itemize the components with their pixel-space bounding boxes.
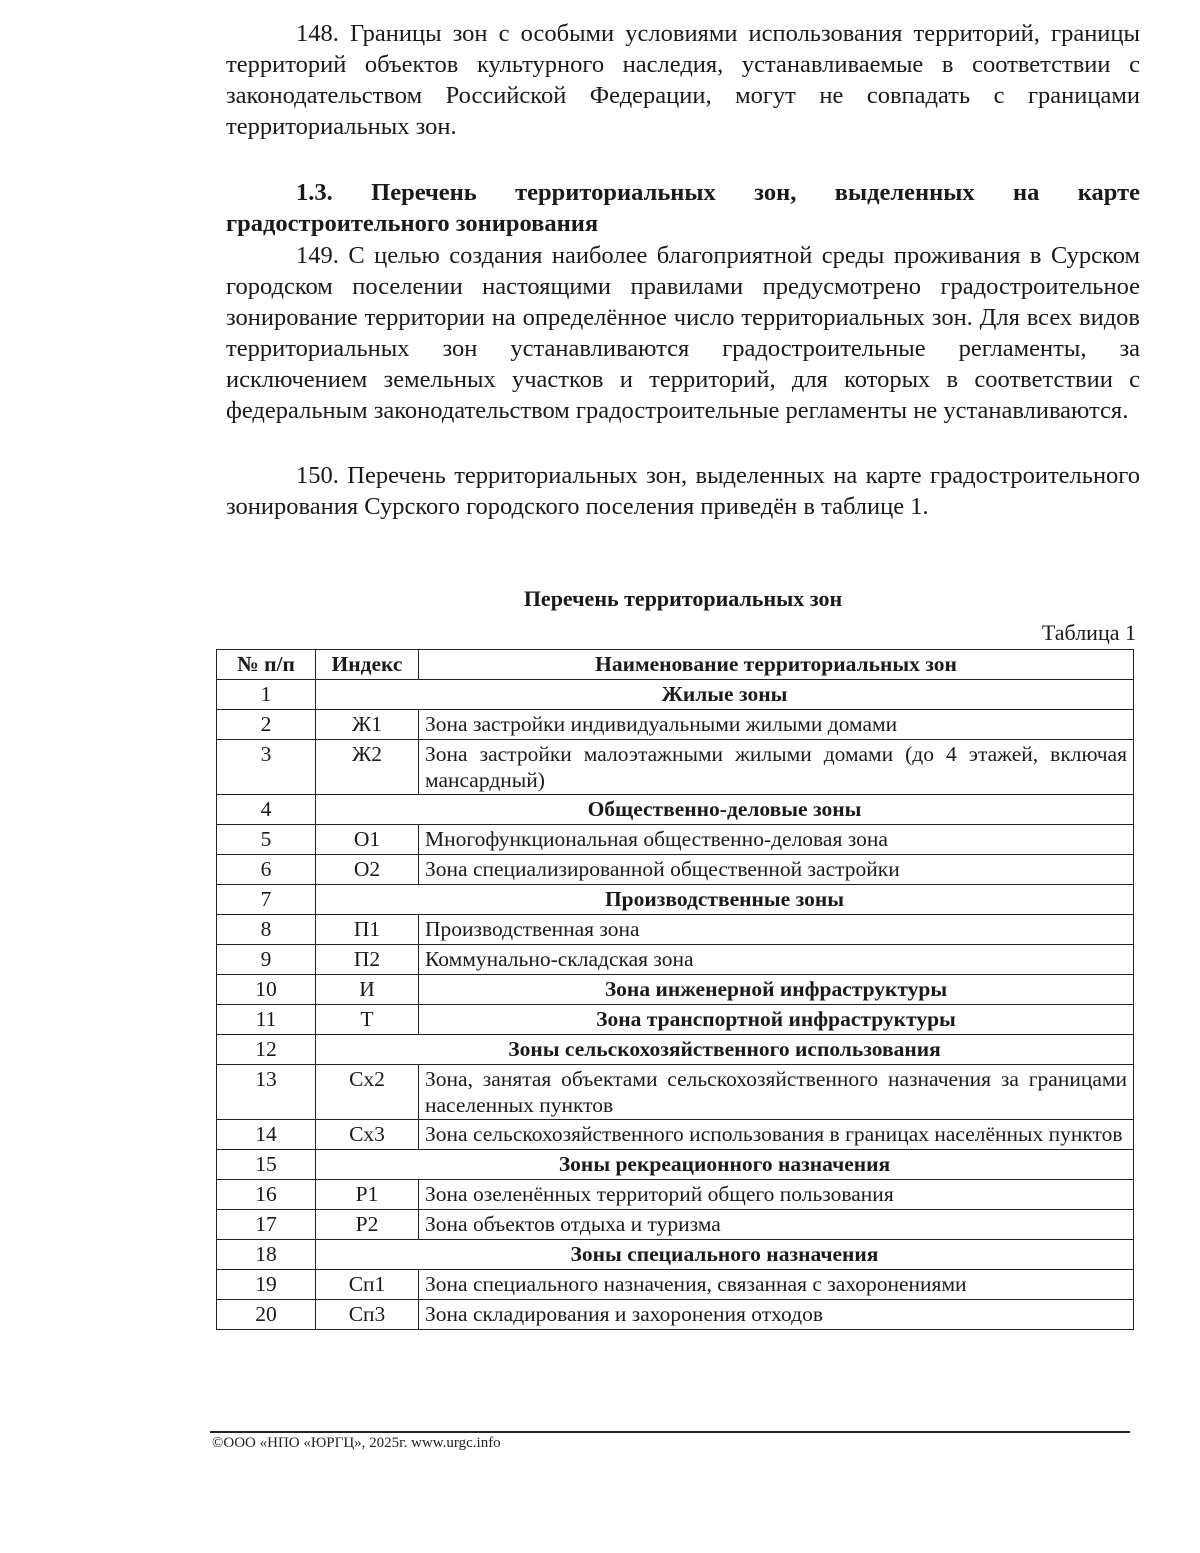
cell-num: 12	[217, 1035, 316, 1065]
table-header-row	[217, 650, 1134, 680]
table-row	[217, 1210, 1134, 1240]
table-row	[217, 825, 1134, 855]
cell-name: Зона, занятая объектами сельскохозяйственного назначения за границами населенных пунктов	[419, 1065, 1134, 1120]
table-row	[217, 1270, 1134, 1300]
table-row	[217, 945, 1134, 975]
cell-name: Зона застройки малоэтажными жилыми домами (до 4 этажей, включая мансардный)	[419, 740, 1134, 795]
cell-name: Зона специального назначения, связанная с захоронениями	[419, 1270, 1134, 1300]
cell-group-name: Зоны сельскохозяйственного использования	[316, 1035, 1134, 1065]
cell-index: Р1	[316, 1180, 419, 1210]
cell-group-name: Общественно-деловые зоны	[316, 795, 1134, 825]
cell-num: 16	[217, 1180, 316, 1210]
cell-name: Зона транспортной инфраструктуры	[419, 1005, 1134, 1035]
cell-index: И	[316, 975, 419, 1005]
header-index: Индекс	[316, 650, 419, 680]
table-row	[217, 1300, 1134, 1330]
cell-index: О2	[316, 855, 419, 885]
cell-group-name: Зоны рекреационного назначения	[316, 1150, 1134, 1180]
table-row	[217, 740, 1134, 795]
cell-index: Сх3	[316, 1120, 419, 1150]
cell-group-name: Зоны специального назначения	[316, 1240, 1134, 1270]
cell-name: Зона сельскохозяйственного использования в границах населённых пунктов	[419, 1120, 1134, 1150]
table-row-group	[217, 885, 1134, 915]
cell-group-name: Производственные зоны	[316, 885, 1134, 915]
table-row-group	[217, 1240, 1134, 1270]
header-num: № п/п	[217, 650, 316, 680]
cell-index: Т	[316, 1005, 419, 1035]
cell-index: Сп1	[316, 1270, 419, 1300]
cell-num: 7	[217, 885, 316, 915]
cell-index: П2	[316, 945, 419, 975]
cell-num: 2	[217, 710, 316, 740]
table-number-label: Таблица 1	[1041, 620, 1136, 645]
footer-divider	[210, 1431, 1130, 1433]
cell-num: 14	[217, 1120, 316, 1150]
table-row	[217, 855, 1134, 885]
paragraph-149: 149. С целью создания наиболее благоприятной среды проживания в Сурском городском поселении настоящими правилами предусмотрено градостроительное зонирование территории на определённое число территориальных зон. Для всех видов территориальных зон устанавливаются градостроительные регламенты, за исключением земельных участков и территорий, для которых в соответствии с федеральным законодательством градостроительные регламенты не устанавливаются.	[226, 242, 1140, 424]
cell-index: Сп3	[316, 1300, 419, 1330]
cell-group-name: Жилые зоны	[316, 680, 1134, 710]
cell-index: О1	[316, 825, 419, 855]
cell-name: Коммунально-складская зона	[419, 945, 1134, 975]
paragraph-150: 150. Перечень территориальных зон, выделенных на карте градостроительного зонирования Сурского городского поселения приведён в таблице 1.	[226, 462, 1140, 520]
cell-index: П1	[316, 915, 419, 945]
cell-num: 20	[217, 1300, 316, 1330]
table-row-group	[217, 1035, 1134, 1065]
cell-num: 19	[217, 1270, 316, 1300]
table-row	[217, 710, 1134, 740]
cell-name: Зона складирования и захоронения отходов	[419, 1300, 1134, 1330]
cell-num: 4	[217, 795, 316, 825]
cell-index: Ж1	[316, 710, 419, 740]
cell-num: 3	[217, 740, 316, 795]
cell-num: 5	[217, 825, 316, 855]
cell-name: Производственная зона	[419, 915, 1134, 945]
cell-name: Зона озеленённых территорий общего пользования	[419, 1180, 1134, 1210]
cell-num: 10	[217, 975, 316, 1005]
paragraph-148: 148. Границы зон с особыми условиями использования территорий, границы территорий объектов культурного наследия, устанавливаемые в соответствии с законодательством Российской Федерации, могут не совпадать с границами территориальных зон.	[226, 20, 1140, 140]
cell-num: 13	[217, 1065, 316, 1120]
cell-name: Зона специализированной общественной застройки	[419, 855, 1134, 885]
cell-index: Сх2	[316, 1065, 419, 1120]
table-row	[217, 915, 1134, 945]
cell-name: Многофункциональная общественно-деловая зона	[419, 825, 1134, 855]
table-row	[217, 1180, 1134, 1210]
table-row-group	[217, 1150, 1134, 1180]
cell-num: 18	[217, 1240, 316, 1270]
cell-num: 11	[217, 1005, 316, 1035]
cell-num: 1	[217, 680, 316, 710]
table-title: Перечень территориальных зон	[523, 586, 843, 611]
table-row	[217, 975, 1134, 1005]
cell-index: Р2	[316, 1210, 419, 1240]
section-heading: 1.3. Перечень территориальных зон, выделенных на карте градостроительного зонирования	[226, 179, 1140, 237]
cell-num: 15	[217, 1150, 316, 1180]
cell-index: Ж2	[316, 740, 419, 795]
table-row-group	[217, 680, 1134, 710]
cell-num: 17	[217, 1210, 316, 1240]
header-name: Наименование территориальных зон	[419, 650, 1134, 680]
cell-name: Зона застройки индивидуальными жилыми домами	[419, 710, 1134, 740]
zones-table	[216, 649, 1134, 1330]
cell-name: Зона инженерной инфраструктуры	[419, 975, 1134, 1005]
table-row	[217, 1005, 1134, 1035]
table-row	[217, 1120, 1134, 1150]
cell-name: Зона объектов отдыха и туризма	[419, 1210, 1134, 1240]
cell-num: 8	[217, 915, 316, 945]
cell-num: 6	[217, 855, 316, 885]
footer-copyright: ©ООО «НПО «ЮРГЦ», 2025г. www.urgc.info	[212, 1435, 501, 1451]
table-row-group	[217, 795, 1134, 825]
table-row	[217, 1065, 1134, 1120]
cell-num: 9	[217, 945, 316, 975]
